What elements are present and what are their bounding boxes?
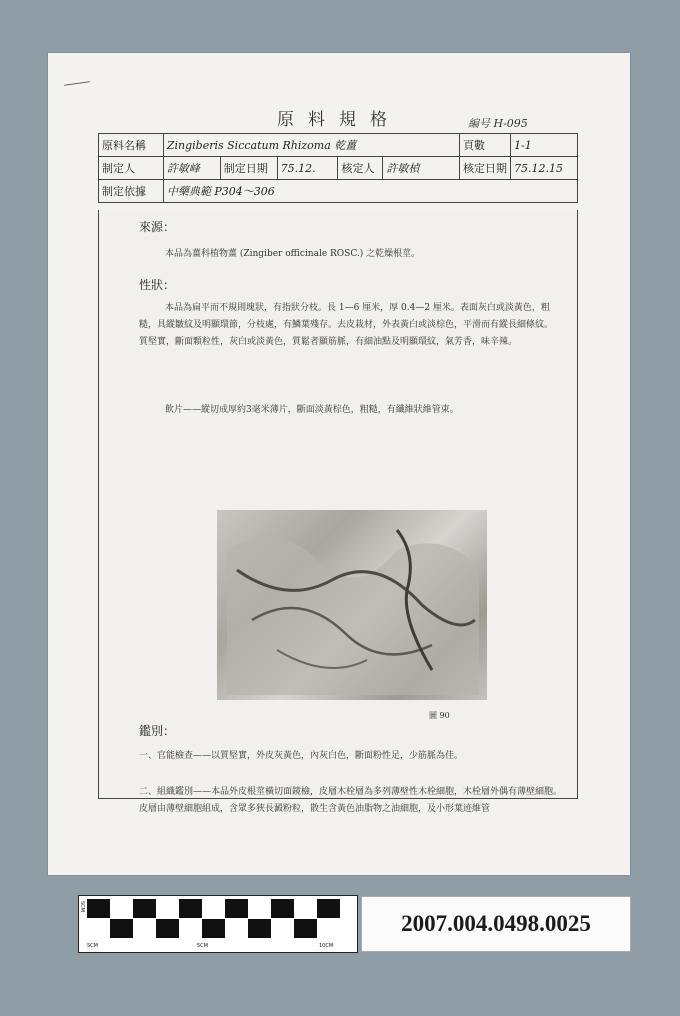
header-row-basis xyxy=(99,180,578,203)
check-date-value: 75.12.15 xyxy=(511,157,578,180)
document-page xyxy=(48,53,630,875)
header-row-people xyxy=(99,157,578,180)
label-basis: 制定依據 xyxy=(99,180,164,203)
material-name-value: Zingiberis Siccatum Rhizoma 乾薑 xyxy=(163,134,459,157)
content-box xyxy=(98,210,578,814)
label-maker: 制定人 xyxy=(99,157,164,180)
figure-caption: 圖 90 xyxy=(429,711,450,720)
identification-item-2: 二、組織鑑別——本品外皮根莖橫切面鏡檢，皮層木栓層為多列薄壁性木栓細胞，木栓層外偶有薄壁細胞。皮層由薄壁細胞組成，含眾多狹長澱粉粒，散生含黃色油脂物之油細胞，及小形葉迹維管 xyxy=(139,787,563,814)
identification-item-1: 一、官能檢查——以質堅實，外皮灰黃色，內灰白色，斷面粉性足，少筋脈為佳。 xyxy=(139,751,464,761)
ruler-side-label: SCM xyxy=(79,901,85,912)
basis-value: 中藥典範 P304～306 xyxy=(163,180,577,203)
label-material-name: 原料名稱 xyxy=(99,134,164,157)
document-number: 編号 H-095 xyxy=(468,117,528,130)
color-scale-ruler xyxy=(78,895,358,953)
character-text: 本品為扁平而不規則塊狀，有指狀分枝。長 1—6 厘米，厚 0.4—2 厘米。表面灰白或淡黃色，粗糙，具縱皺紋及明顯環節，分枝處，有鱗葉殘存。去皮栽材，外表黃白或淡棕色，平滑而有縱長細條紋。質堅實，斷面顆粒性，灰白或淡黃色，質鬆者顯筋脈，有細油點及明顯環紋，氣芳香，味辛辣。 xyxy=(139,303,554,347)
date-value: 75.12. xyxy=(277,157,338,180)
slice-text: 飲片——縱切成厚約3毫米薄片，斷面淡黃棕色，粗糙，有纖維狀維管束。 xyxy=(165,405,459,415)
checker-value: 許敏楨 xyxy=(383,157,460,180)
label-checker: 核定人 xyxy=(338,157,383,180)
ruler-bottom-row xyxy=(87,919,340,938)
header-row-name xyxy=(99,134,578,157)
ruler-top-row xyxy=(87,899,340,918)
document-title: 原料規格 xyxy=(277,110,401,130)
source-heading: 來源： xyxy=(139,220,176,234)
label-pages: 頁數 xyxy=(460,134,511,157)
maker-value: 許敏峰 xyxy=(163,157,220,180)
ginger-photo xyxy=(217,510,487,700)
label-check-date: 核定日期 xyxy=(460,157,511,180)
header-table xyxy=(98,133,578,203)
label-date: 制定日期 xyxy=(220,157,277,180)
catalog-number-label: 2007.004.0498.0025 xyxy=(361,896,631,952)
ruler-label-10: 10CM xyxy=(319,943,334,949)
source-text: 本品為薑科植物薑 (Zingiber officinale ROSC.) 之乾燥根莖。 xyxy=(165,249,421,259)
pages-value: 1-1 xyxy=(511,134,578,157)
ruler-label-5: 5CM xyxy=(197,943,208,949)
character-heading: 性狀： xyxy=(139,278,176,292)
identification-heading: 鑑別： xyxy=(139,724,176,738)
pen-mark xyxy=(64,81,90,86)
ruler-label-0: SCM xyxy=(87,943,98,949)
